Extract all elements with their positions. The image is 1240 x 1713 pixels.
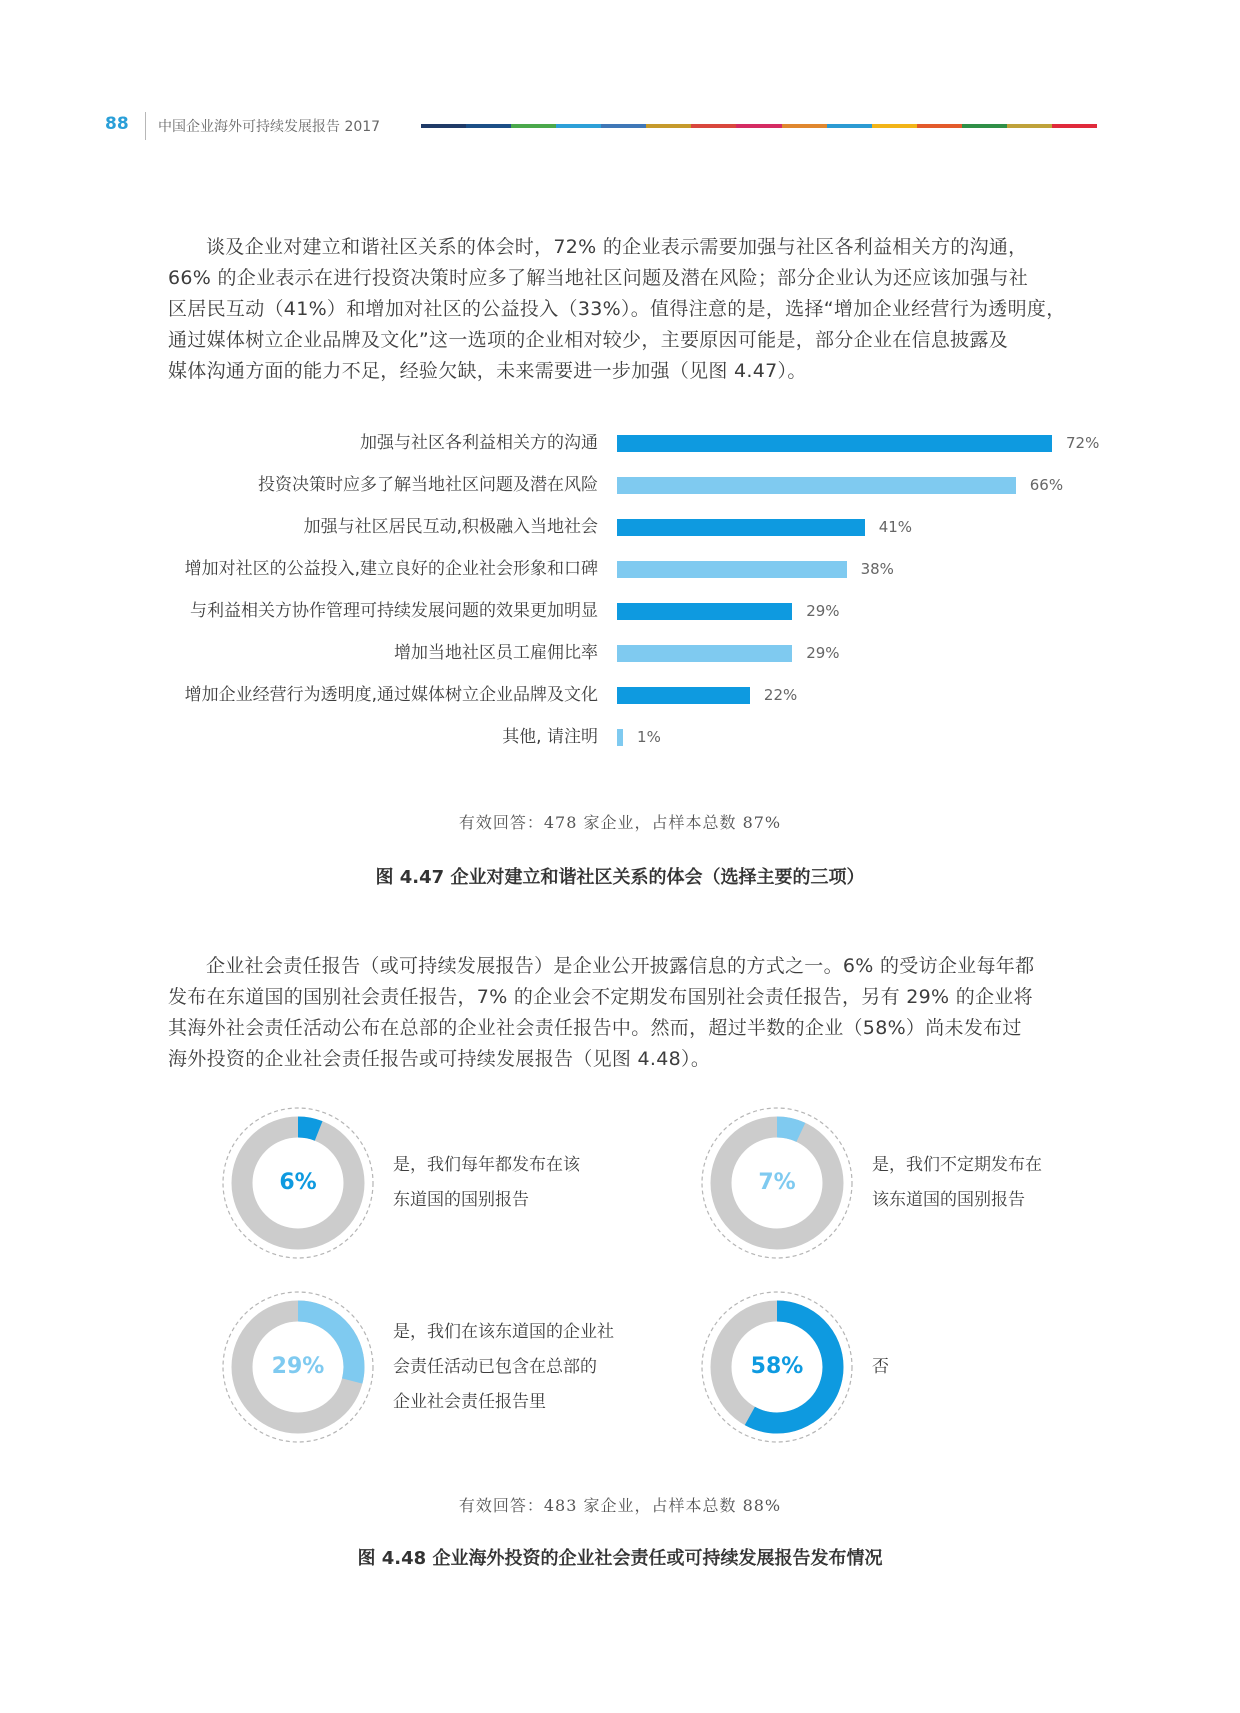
color-band-segment	[556, 124, 601, 128]
paragraph-line: 通过媒体树立企业品牌及文化”这一选项的企业相对较少，主要原因可能是，部分企业在信息披露及	[168, 329, 1009, 351]
bar	[617, 729, 623, 746]
bar-category-label: 投资决策时应多了解当地社区问题及潜在风险	[258, 475, 598, 495]
donut-description-line: 是，我们每年都发布在该	[393, 1155, 580, 1175]
header-divider	[145, 112, 146, 140]
donut-description-line: 企业社会责任报告里	[393, 1391, 546, 1412]
donut-description-line: 东道国的国别报告	[393, 1190, 529, 1210]
color-band-segment	[782, 124, 827, 128]
donut-irregular-report	[700, 1106, 1180, 1266]
donut-value-label: 29%	[271, 1354, 325, 1379]
report-title: 中国企业海外可持续发展报告 2017	[158, 119, 381, 135]
color-band-segment	[736, 124, 781, 128]
paragraph-line: 媒体沟通方面的能力不足，经验欠缺，未来需要进一步加强（见图 4.47）。	[168, 360, 807, 382]
bar-category-label: 增加企业经营行为透明度,通过媒体树立企业品牌及文化	[184, 685, 598, 705]
paragraph-line: 66% 的企业表示在进行投资决策时应多了解当地社区问题及潜在风险；部分企业认为还应该加强与社	[168, 267, 1029, 289]
bar-value-label: 66%	[1029, 476, 1064, 494]
donut-value-label: 58%	[750, 1354, 804, 1379]
bar	[617, 687, 750, 704]
color-band-segment	[872, 124, 917, 128]
bar	[617, 435, 1052, 452]
bar-value-label: 29%	[806, 602, 840, 620]
bar-category-label: 加强与社区居民互动,积极融入当地社会	[303, 517, 598, 537]
csr-report-paragraph	[168, 951, 1103, 1075]
color-band-segment	[421, 124, 466, 128]
paragraph-line: 谈及企业对建立和谐社区关系的体会时，72% 的企业表示需要加强与社区各利益相关方的沟通，	[206, 236, 1028, 258]
donut-headquarters-report	[221, 1290, 701, 1450]
community-relations-bar-chart	[0, 425, 1240, 765]
figure-caption: 图 4.47 企业对建立和谐社区关系的体会（选择主要的三项）	[375, 867, 865, 888]
bar-value-label: 41%	[878, 518, 913, 536]
bar	[617, 561, 847, 578]
donut-description	[393, 1148, 580, 1218]
figure-caption: 图 4.48 企业海外投资的企业社会责任或可持续发展报告发布情况	[357, 1548, 883, 1569]
color-band-segment	[601, 124, 646, 128]
bar-value-label: 29%	[806, 644, 840, 662]
bar-category-label: 与利益相关方协作管理可持续发展问题的效果更加明显	[190, 601, 598, 621]
bar-value-label: 1%	[637, 728, 661, 746]
bar-value-label: 72%	[1066, 434, 1100, 452]
color-band-segment	[1052, 124, 1097, 128]
paragraph-line: 其海外社会责任活动公布在总部的企业社会责任报告中。然而，超过半数的企业（58%）尚未发布过	[168, 1017, 1022, 1039]
donut-description	[872, 1148, 1042, 1218]
paragraph-line: 发布在东道国的国别社会责任报告，7% 的企业会不定期发布国别社会责任报告，另有 29% 的企业将	[168, 986, 1033, 1008]
donut-description-line: 否	[872, 1356, 889, 1377]
color-band	[421, 124, 1097, 128]
chart-note: 有效回答：478 家企业，占样本总数 87%	[458, 813, 782, 832]
donut-note: 有效回答：483 家企业，占样本总数 88%	[458, 1496, 782, 1515]
color-band-segment	[827, 124, 872, 128]
color-band-segment	[511, 124, 556, 128]
bar-category-label: 增加对社区的公益投入,建立良好的企业社会形象和口碑	[184, 559, 598, 579]
color-band-segment	[691, 124, 736, 128]
color-band-segment	[1007, 124, 1052, 128]
bar	[617, 519, 865, 536]
bar-category-label: 增加当地社区员工雇佣比率	[394, 643, 598, 663]
donut-description-line: 会责任活动已包含在总部的	[393, 1356, 597, 1377]
donut-value-label: 6%	[279, 1170, 317, 1195]
donut-description-line: 是，我们在该东道国的企业社	[393, 1321, 614, 1342]
bar-category-label: 其他, 请注明	[502, 727, 598, 747]
color-band-segment	[962, 124, 1007, 128]
donut-description	[872, 1350, 889, 1385]
donut-no-report	[700, 1290, 1180, 1450]
intro-paragraph	[168, 232, 1103, 387]
donut-value-label: 7%	[758, 1170, 796, 1195]
bar	[617, 645, 792, 662]
paragraph-line: 企业社会责任报告（或可持续发展报告）是企业公开披露信息的方式之一。6% 的受访企业每年都	[206, 955, 1035, 977]
page-header	[105, 112, 1095, 142]
bar	[617, 603, 792, 620]
donut-description-line: 是，我们不定期发布在	[872, 1155, 1042, 1175]
bar	[617, 477, 1016, 494]
bar-category-label: 加强与社区各利益相关方的沟通	[360, 433, 598, 453]
page-number: 88	[105, 114, 129, 134]
donut-description-line: 该东道国的国别报告	[872, 1190, 1025, 1210]
color-band-segment	[646, 124, 691, 128]
bar-value-label: 22%	[763, 686, 798, 704]
donut-annual-report	[221, 1106, 701, 1266]
bar-value-label: 38%	[860, 560, 894, 578]
color-band-segment	[466, 124, 511, 128]
paragraph-line: 海外投资的企业社会责任报告或可持续发展报告（见图 4.48）。	[168, 1048, 711, 1070]
donut-description	[393, 1315, 614, 1420]
paragraph-line: 区居民互动（41%）和增加对社区的公益投入（33%）。值得注意的是，选择“增加企业经营行为透明度，	[168, 298, 1066, 320]
color-band-segment	[917, 124, 962, 128]
